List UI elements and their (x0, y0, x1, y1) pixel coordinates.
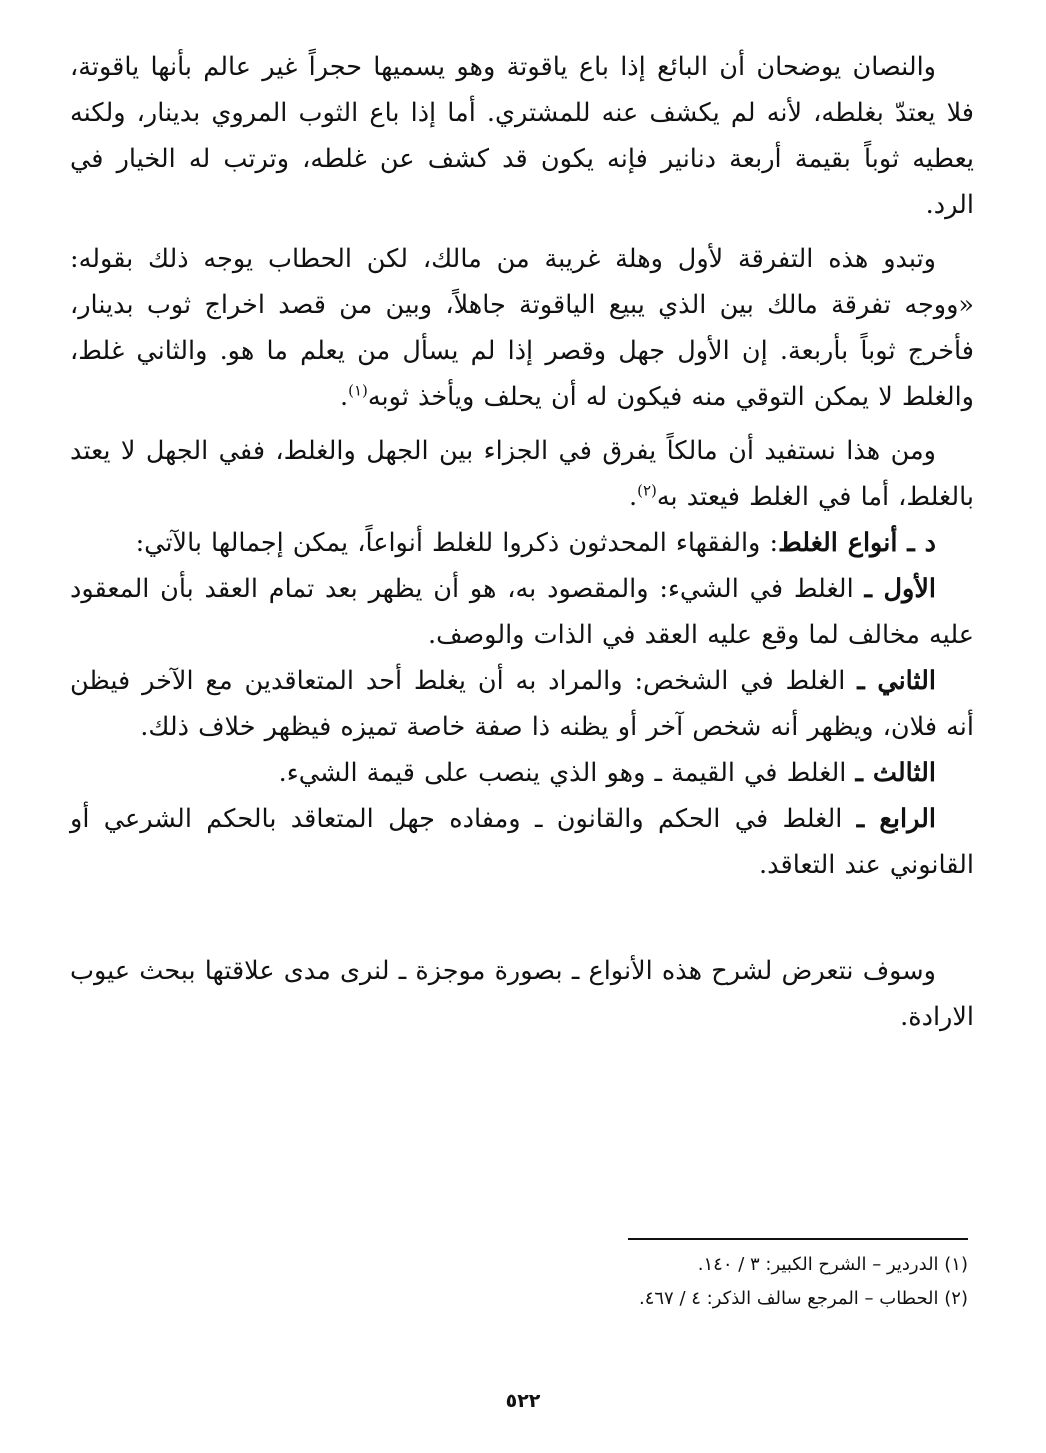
footnote-ref: (٢) (637, 481, 657, 500)
paragraph-tafriqa (70, 236, 974, 420)
paragraph-text: والنصان يوضحان أن البائع إذا باع ياقوتة وهو يسميها حجراً غير عالم بأنها ياقوتة، فلا يعتدّ بغلطه، لأنه لم يكشف عنه للمشتري. أما إذا باع الثوب المروي بدينار، ولكنه يعطيه ثوباً بقيمة أربعة دنانير فإنه يكون قد كشف عن غلطه، وترتب له الخيار في الرد. (70, 52, 974, 220)
type-text: الغلط في الشخص: والمراد به أن يغلط أحد المتعاقدين مع الآخر فيظن أنه فلان، ويظهر أنه شخص آخر أو يظنه ذا صفة خاصة تميزه فيظهر خلاف ذلك. (70, 666, 974, 742)
footnotes (368, 1248, 968, 1316)
closing-paragraph: وسوف نتعرض لشرح هذه الأنواع ـ بصورة موجزة ـ لنرى مدى علاقتها ببحث عيوب الارادة. (70, 956, 974, 1032)
type-text: الغلط في الشيء: والمقصود به، هو أن يظهر بعد تمام العقد بأن المعقود عليه مخالف لما وقع عليه العقد في الذات والوصف. (70, 574, 974, 650)
type-label: الثاني ـ (857, 666, 936, 696)
type-text: الغلط في الحكم والقانون ـ ومفاده جهل المتعاقد بالحكم الشرعي أو القانوني عند التعاقد. (70, 804, 974, 880)
paragraph-end: . (628, 482, 638, 512)
type-item-fourth (70, 796, 974, 888)
footnote-ref: (١) (348, 381, 368, 400)
type-item-second (70, 658, 974, 750)
paragraph-end: . (339, 382, 349, 412)
type-label: الثالث ـ (855, 758, 936, 788)
type-item-first (70, 566, 974, 658)
type-label: الرابع ـ (856, 804, 937, 834)
paragraph-text: وتبدو هذه التفرقة لأول وهلة غريبة من مالك، لكن الحطاب يوجه ذلك بقوله: «ووجه تفرقة مالك بين الذي يبيع الياقوتة جاهلاً، وبين من قصد اخراج ثوب بدينار، فأخرج ثوباً بأربعة. إن الأول جهل وقصر إذا لم يسأل من يعلم ما هو. والثاني غلط، والغلط لا يمكن التوقي منه فيكون له أن يحلف ويأخذ ثوبه (70, 244, 974, 412)
page-body (70, 44, 974, 1040)
footnote-divider (628, 1238, 968, 1240)
section-label: د ـ أنواع الغلط (778, 528, 936, 558)
section-heading-types (70, 520, 974, 566)
footnote-item: (٢) الحطاب – المرجع سالف الذكر: ٤ / ٤٦٧. (638, 1288, 968, 1309)
paragraph-text: ومن هذا نستفيد أن مالكاً يفرق في الجزاء بين الجهل والغلط، ففي الجهل لا يعتد بالغلط، أما في الغلط فيعتد به (70, 436, 974, 512)
type-label: الأول ـ (864, 574, 936, 604)
paragraph-jahl (70, 428, 974, 520)
section-intro-text: : والفقهاء المحدثون ذكروا للغلط أنواعاً، يمكن إجمالها بالآتي: (135, 528, 779, 558)
type-item-third (70, 750, 974, 796)
footnote-item: (١) الدردير – الشرح الكبير: ٣ / ١٤٠. (697, 1254, 968, 1275)
page-number: ٥٢٢ (505, 1390, 541, 1412)
paragraph-nusus (70, 44, 974, 228)
type-text: الغلط في القيمة ـ وهو الذي ينصب على قيمة الشيء. (278, 758, 856, 788)
